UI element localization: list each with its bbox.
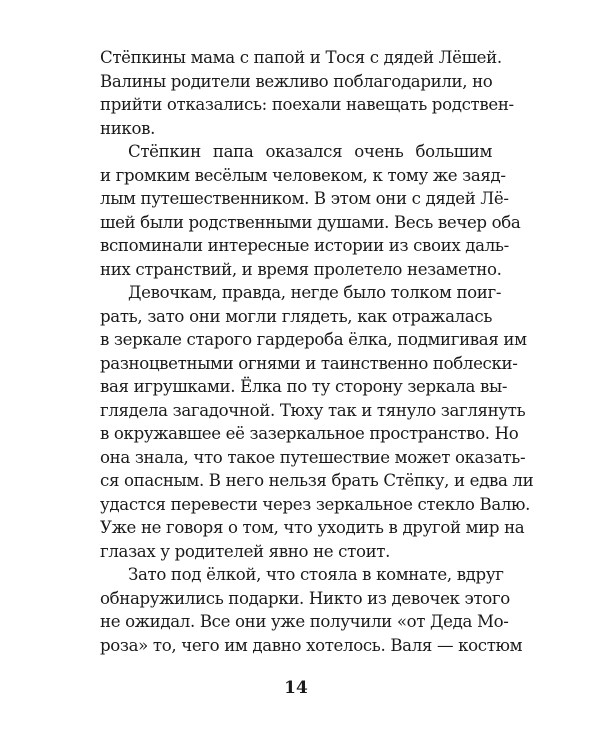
text-line: она знала, что такое путешествие может оказать- (100, 447, 526, 467)
text-line: Валины родители вежливо поблагодарили, но (100, 71, 493, 91)
text-line: Зато под ёлкой, что стояла в комнате, вдруг (128, 565, 504, 584)
page-number: 14 (284, 678, 308, 698)
paragraph (100, 140, 521, 281)
text-line: разноцветными огнями и таинственно поблески- (100, 353, 518, 373)
text-line: ников. (100, 118, 155, 138)
text-line: Уже не говоря о том, что уходить в другой мир на (100, 518, 525, 537)
text-line: шей были родственными душами. Весь вечер оба (100, 212, 521, 232)
text-line: прийти отказались: поехали навещать родствен- (100, 95, 514, 114)
text-line: обнаружились подарки. Никто из девочек этого (100, 588, 510, 608)
paragraph (100, 281, 534, 563)
text-line: лым путешественником. В этом они с дядей Лё- (100, 189, 509, 208)
text-line: вспоминали интересные истории из своих даль- (100, 236, 509, 255)
text-line: Девочкам, правда, негде было толком поиг- (128, 283, 502, 302)
body-text (100, 46, 534, 657)
text-line: глядела загадочной. Тюху так и тянуло заглянуть (100, 400, 526, 420)
text-line: Стёпкины мама с папой и Тося с дядей Лёшей. (100, 48, 502, 67)
text-line: роза» то, чего им давно хотелось. Валя — костюм (100, 635, 523, 655)
text-line: удастся перевести через зеркальное стекло Валю. (100, 494, 531, 514)
text-line: Стёпкин папа оказался очень большим (128, 142, 492, 161)
text-line: не ожидал. Все они уже получили «от Деда Мо- (100, 612, 509, 631)
paragraph (100, 46, 514, 140)
text-line: и громким весёлым человеком, к тому же заяд- (100, 165, 506, 185)
text-line: них странствий, и время пролетело незаметно. (100, 259, 502, 279)
text-line: в окружавшее её зазеркальное пространство. Но (100, 424, 519, 443)
text-line: рать, зато они могли глядеть, как отражалась (100, 306, 492, 326)
text-line: в зеркале старого гардероба ёлка, подмигивая им (100, 330, 527, 349)
text-line: вая игрушками. Ёлка по ту сторону зеркала вы- (100, 377, 508, 396)
text-line: ся опасным. В него нельзя брать Стёпку, и едва ли (100, 471, 534, 490)
paragraph (100, 563, 523, 657)
text-line: глазах у родителей явно не стоит. (100, 541, 391, 561)
